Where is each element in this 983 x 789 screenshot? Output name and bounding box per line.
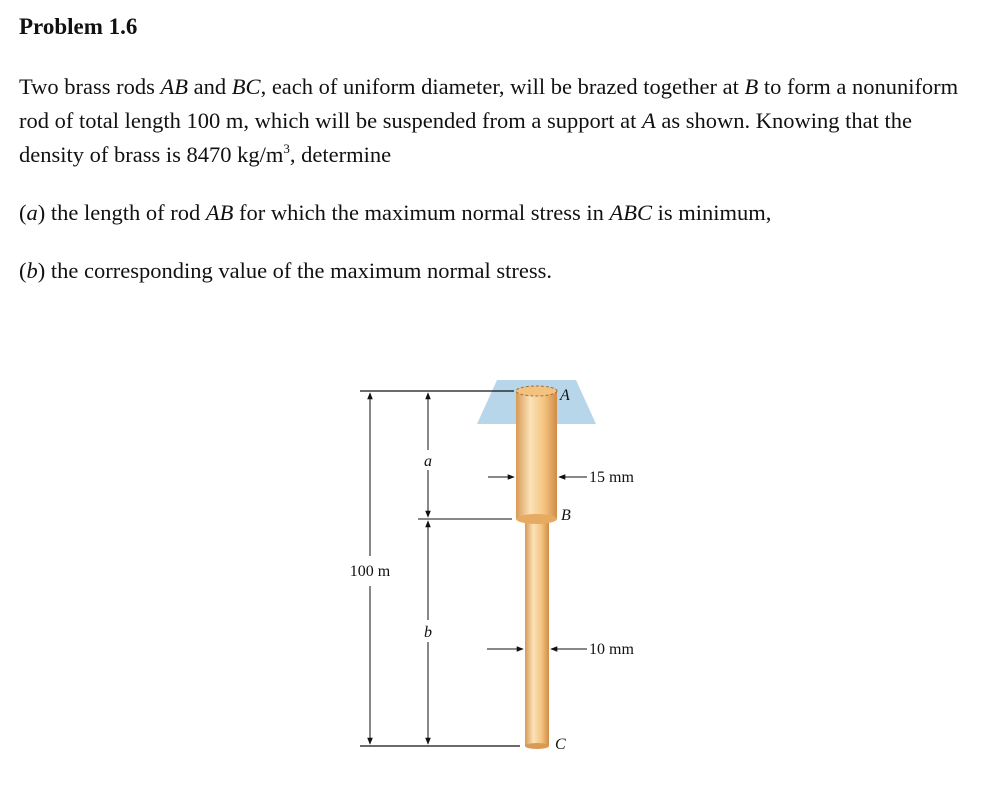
point-c-label: C (555, 736, 566, 753)
rod-ab (516, 391, 557, 519)
diameter-ab-label: 15 mm (589, 469, 634, 486)
question-part-b: (b) the corresponding value of the maximum normal stress. (19, 258, 553, 283)
point-a-label: A (560, 387, 570, 404)
question-part-a: (a) the length of rod AB for which the maximum normal stress in ABC is minimum, (19, 200, 772, 225)
rod-bc-end (525, 743, 549, 749)
length-b-label: b (424, 624, 432, 641)
rod-ab-bottom (516, 514, 557, 524)
problem-title: Problem 1.6 (19, 14, 138, 39)
point-b-label: B (561, 507, 571, 524)
total-length-label: 100 m (349, 563, 391, 580)
rod-ab-top (516, 386, 557, 396)
diameter-bc-label: 10 mm (589, 641, 634, 658)
rod-bc (525, 522, 549, 746)
length-a-label: a (424, 453, 432, 470)
problem-statement: Two brass rods AB and BC, each of uniform diameter, will be brazed together at B to form a nonuniform rod of total length 100 m, which will be suspended from a support at A as shown. Knowing that the density of brass is 8470 $kg/m^3$, determine (19, 74, 959, 167)
